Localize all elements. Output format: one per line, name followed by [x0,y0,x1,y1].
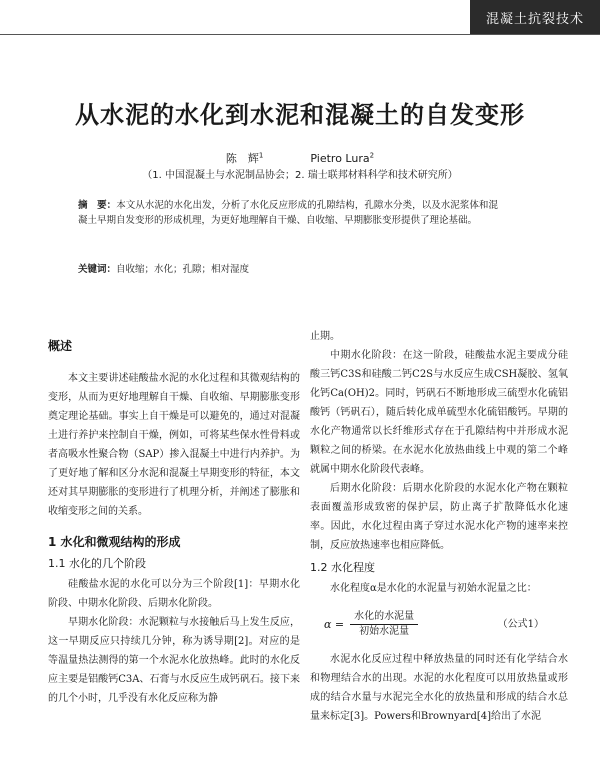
formula-tag: （公式1） [497,618,544,630]
author-1-affil: 1 [258,151,264,160]
journal-section-header [470,0,600,34]
subsection-1-1-heading: 1.1 水化的几个阶段 [48,557,146,570]
right-column [310,327,568,726]
left-column [48,335,300,708]
formula-denominator: 初始水泥量 [359,625,410,637]
subsection-1-2-heading: 1.2 水化程度 [310,561,375,574]
paragraph-early-hydration: 早期水化阶段：水泥颗粒与水接触后马上发生反应，这一早期反应只持续几分钟，称为诱导期[2]。对应的是等温量热法测得的第一个水泥水化放热峰。此时的水化反应主要是铝酸钙C3A、石膏与水反应生成钙矾石。接下来的几个小时，几乎没有水化反应称为静 [48,617,300,704]
abstract [78,198,498,228]
overview-heading: 概述 [48,339,73,353]
paragraph-continued: 止期。 [310,331,340,342]
paragraph-degree-measurement: 水泥水化反应过程中释放热量的同时还有化学结合水和物理结合水的出现。水泥的水化程度可以用放热量或形成的结合水量与水泥完全水化的放热量和形成的结合水总量来标定[3]。Powers和Brownyard[4]给出了水泥 [310,654,568,722]
paragraph-hydration-stages: 硅酸盐水泥的水化可以分为三个阶段[1]：早期水化阶段、中期水化阶段、后期水化阶段。 [48,579,300,609]
formula-lhs: α = [324,617,345,631]
keywords [78,262,498,277]
abstract-label: 摘 要： [78,200,117,211]
author-2: Pietro Lura [310,152,370,165]
author-1: 陈 辉 [225,152,259,165]
header-divider [0,34,600,35]
keywords-label: 关键词： [78,264,117,275]
formula-numerator: 水化的水泥量 [350,610,418,625]
paragraph-late-hydration: 后期水化阶段：后期水化阶段的水泥水化产物在颗粒表面覆盖形成致密的保护层，防止离子扩散降低水化速率。因此，水化过程由离子穿过水泥水化产物的速率来控制，反应放热速率也相应降低。 [310,483,568,551]
affiliation-line: （1. 中国混凝土与水泥制品协会；2. 瑞士联邦材料科学和技术研究所） [142,170,458,181]
author-line [0,150,600,166]
keywords-text: 自收缩；水化；孔隙；相对湿度 [116,264,250,275]
formula-fraction [350,610,418,639]
overview-paragraph: 本文主要讲述硅酸盐水泥的水化过程和其微观结构的变形，从而为更好地理解自干燥、自收缩、早期膨胀变形奠定理论基础。事实上自干燥是可以避免的，通过对混凝土进行养护来控制自干燥，例如，可将某些保水性骨料或者高吸水性聚合物（SAP）掺入混凝土中进行内养护。为了更好地了解和区分水泥和混凝土早期变形的特征，本文还对其早期膨胀的变形进行了机理分析，并阐述了膨胀和收缩变形之间的关系。 [48,373,300,517]
paragraph-degree-definition: 水化程度α是水化的水泥量与初始水泥量之比： [330,583,537,594]
section-1-heading: 1 水化和微观结构的形成 [48,535,181,549]
formula-1 [310,606,568,642]
author-2-affil: 2 [369,151,375,160]
paper-title: 从水泥的水化到水泥和混凝土的自发变形 [75,101,525,129]
section-label: 混凝土抗裂技术 [485,11,584,27]
abstract-text: 本文从水泥的水化出发，分析了水化反应形成的孔隙结构，孔隙水分类，以及水泥浆体和混凝土早期自发变形的形成机理，为更好地理解自干燥、自收缩、早期膨胀变形提供了理论基础。 [78,200,498,226]
paragraph-middle-hydration: 中期水化阶段：在这一阶段，硅酸盐水泥主要成分硅酸三钙C3S和硅酸二钙C2S与水反应生成CSH凝胶、氢氧化钙Ca(OH)2。同时，钙矾石不断地形成三硫型水化硫铝酸钙（钙矾石），随后转化成单硫型水化硫铝酸钙。早期的水化产物通常以长纤维形式存在于孔隙结构中并形成水泥颗粒之间的桥梁。在水泥水化放热曲线上中观的第二个峰就属中期水化阶段代表峰。 [310,350,568,475]
